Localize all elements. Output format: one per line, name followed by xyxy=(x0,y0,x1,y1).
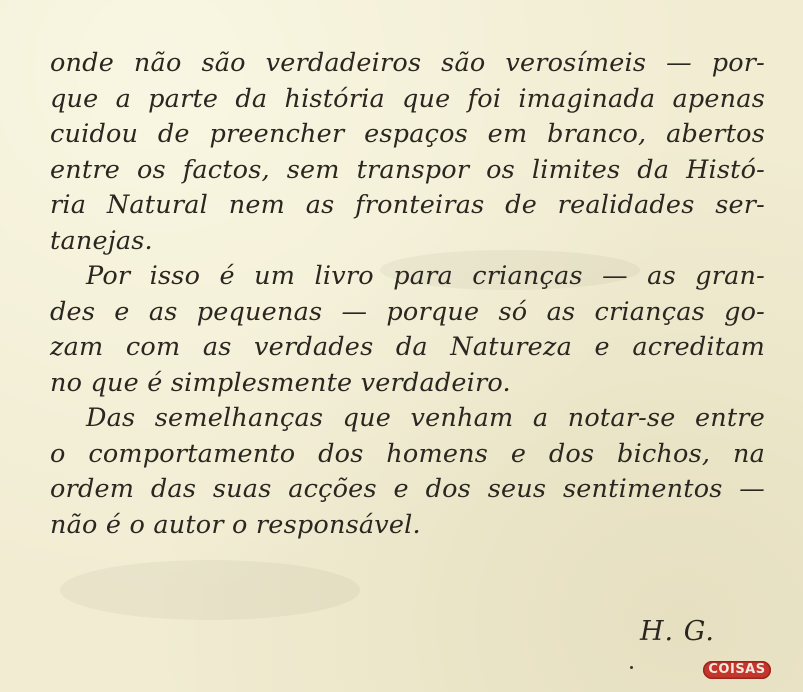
text-line: tanejas. xyxy=(50,225,153,256)
author-signature: H. G. xyxy=(640,616,715,647)
text-line: ordem das suas acções e dos seus sentimentos — xyxy=(50,474,765,504)
page-stain xyxy=(60,560,360,620)
body-text xyxy=(50,46,765,543)
ink-dot xyxy=(630,666,633,669)
text-line: des e as pequenas — porque só as crianças go- xyxy=(50,296,765,327)
text-line: no que é simplesmente verdadeiro. xyxy=(50,367,511,398)
text-line: entre os factos, sem transpor os limites da Histó- xyxy=(50,154,765,185)
text-line: o comportamento dos homens e dos bichos, na xyxy=(50,438,765,469)
text-line: cuidou de preencher espaços em branco, abertos xyxy=(50,119,765,149)
text-line: Das semelhanças que venham a notar-se entre xyxy=(86,403,765,433)
text-line: não é o autor o responsável. xyxy=(50,509,421,540)
text-line: ria Natural nem as fronteiras de realidades ser- xyxy=(50,190,765,220)
text-line: zam com as verdades da Natureza e acreditam xyxy=(50,332,765,362)
text-line: que a parte da história que foi imaginada apenas xyxy=(50,83,765,114)
watermark-logo: COISAS xyxy=(703,661,771,679)
text-line: Por isso é um livro para crianças — as gran- xyxy=(86,261,765,291)
text-line: onde não são verdadeiros são verosímeis — por- xyxy=(50,48,765,78)
